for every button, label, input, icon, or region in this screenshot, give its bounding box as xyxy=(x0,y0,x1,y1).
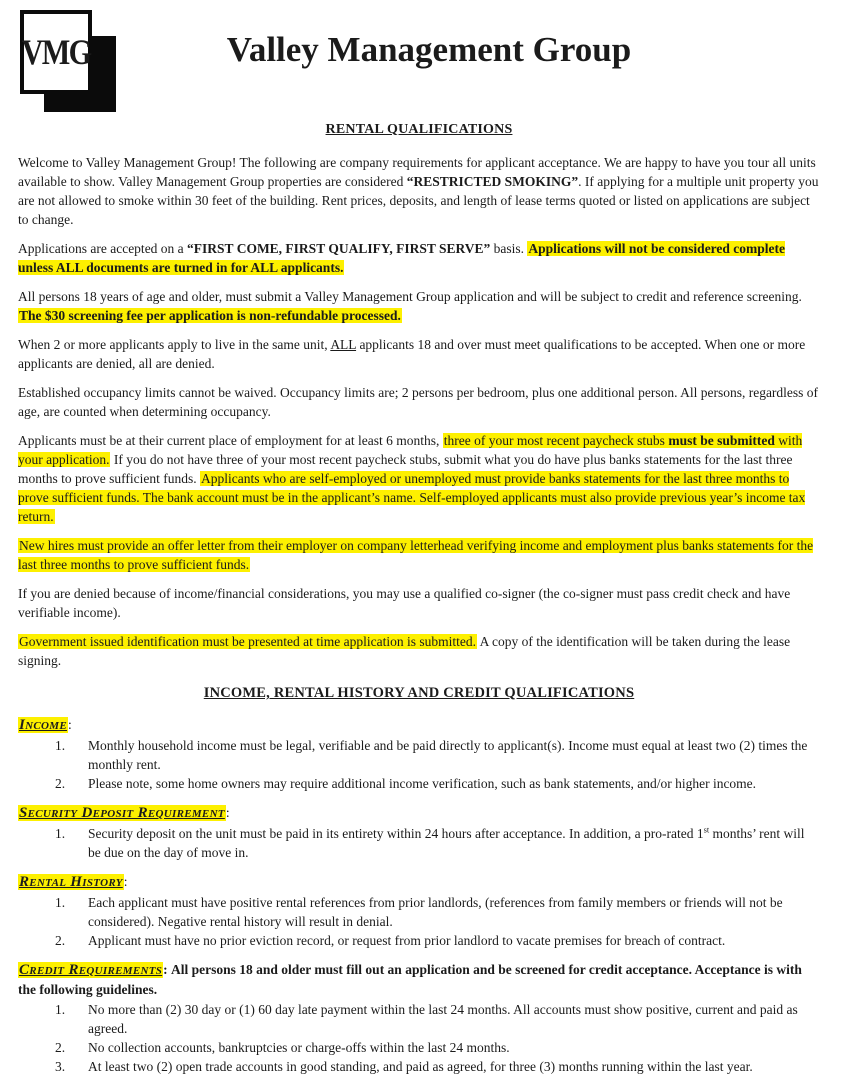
section-title: Income xyxy=(19,717,67,733)
text-run: applicants 18 and over must meet qualifications to be accepted. When one or more applicants are denied, all are denied. xyxy=(18,337,806,371)
list-text: Monthly household income must be legal, verifiable and be paid directly to applicant(s). Income must equal at least two (2) times the monthly rent. xyxy=(88,738,808,772)
highlighted-text xyxy=(18,634,477,649)
section-heading xyxy=(18,803,820,823)
section-colon: : xyxy=(123,874,128,889)
section-rental-history xyxy=(18,872,820,950)
list-text: Applicant must have no prior eviction record, or request from prior landlord to vacate premises for breach of contract. xyxy=(88,933,726,948)
text-run-bold: The $30 screening fee per application is non-refundable processed. xyxy=(19,308,401,323)
list-item xyxy=(55,824,820,862)
text-run-bold: Applications will not be considered complete unless ALL documents are turned in for ALL applicants. xyxy=(18,241,786,275)
section-colon: : xyxy=(163,962,168,977)
document-title: RENTAL QUALIFICATIONS xyxy=(325,122,513,137)
list-text: No collection accounts, bankruptcies or charge-offs within the last 24 months. xyxy=(88,1040,510,1055)
text-run: Government issued identification must be presented at time application is submitted. xyxy=(19,634,477,649)
list-item xyxy=(55,1000,820,1038)
paragraph-qualify xyxy=(18,335,820,373)
letterhead xyxy=(18,8,820,114)
paragraph-identification xyxy=(18,632,820,670)
highlighted-text xyxy=(18,308,402,323)
security-deposit-list xyxy=(18,824,820,862)
text-run: three of your most recent paycheck stubs xyxy=(443,433,669,448)
list-text: No more than (2) 30 day or (1) 60 day late payment within the last 24 months. All accounts must show positive, current and paid as agreed. xyxy=(88,1002,798,1036)
section-title: Credit Requirements xyxy=(19,962,163,978)
company-title: Valley Management Group xyxy=(226,30,632,69)
paragraph-cosigner xyxy=(18,584,820,622)
credit-list xyxy=(18,1000,820,1076)
section-income xyxy=(18,715,820,793)
text-run: If you do not have three of your most recent paycheck stubs, submit what you do have plus banks statements for the last three months to prove sufficient funds. xyxy=(18,452,793,486)
text-run: months’ rent will be due on the day of move in. xyxy=(88,826,805,860)
list-text: At least two (2) open trade accounts in good standing, and paid as agreed, for three (3) months running within the last year. xyxy=(88,1059,753,1074)
section-heading xyxy=(18,960,820,999)
list-item xyxy=(55,774,820,793)
section-colon: : xyxy=(67,717,72,732)
text-run: When 2 or more applicants apply to live in the same unit, xyxy=(18,337,331,352)
list-number: 3. xyxy=(55,1059,66,1074)
logo-text: VMG xyxy=(21,31,91,72)
vmg-logo xyxy=(20,10,122,114)
ordinal-superscript: st xyxy=(703,825,710,835)
text-run: Applicants who are self-employed or unemployed must provide banks statements for the last three months to prove sufficient funds. The bank account must be in the applicant’s name. Self-employed applicants must also provide previous year’s income tax return. xyxy=(18,471,806,524)
text-run: Welcome to Valley Management Group! The following are company requirements for applicant acceptance. We are happy to have you tour all units available to show. Valley Management Group properties are considered xyxy=(18,155,816,189)
section-colon: : xyxy=(225,805,230,820)
text-run: New hires must provide an offer letter from their employer on company letterhead verifying income and employment plus banks statements for the last three months to prove sufficient funds. xyxy=(18,538,814,572)
text-run-bold: must be submitted xyxy=(668,433,775,448)
list-item xyxy=(55,736,820,774)
list-item xyxy=(55,1057,820,1076)
paragraph-occupancy xyxy=(18,383,820,421)
text-run-bold: “RESTRICTED SMOKING” xyxy=(406,174,579,189)
text-run-underline: ALL xyxy=(330,337,357,352)
paragraph-screening xyxy=(18,287,820,325)
list-text xyxy=(88,824,820,862)
paragraph-applications xyxy=(18,239,820,277)
text-run: If you are denied because of income/financial considerations, you may use a qualified co-signer (the co-signer must pass credit check and have verifiable income). xyxy=(18,586,791,620)
rental-history-list xyxy=(18,893,820,950)
list-item xyxy=(55,893,820,931)
list-number: 2. xyxy=(55,776,66,791)
logo-front-card xyxy=(20,10,92,94)
paragraph-welcome xyxy=(18,153,820,229)
section-group-heading: INCOME, RENTAL HISTORY AND CREDIT QUALIFICATIONS xyxy=(203,685,635,701)
section-security-deposit xyxy=(18,803,820,862)
paragraph-new-hires xyxy=(18,536,820,574)
list-number: 2. xyxy=(55,933,66,948)
list-number: 1. xyxy=(55,895,66,910)
list-text: Each applicant must have positive rental references from prior landlords, (references from family members or friends will not be considered). Negative rental history will result in denial. xyxy=(88,895,783,929)
list-number: 1. xyxy=(55,826,66,841)
list-text: Please note, some home owners may require additional income verification, such as bank statements, and/or higher income. xyxy=(88,776,757,791)
highlighted-text xyxy=(18,538,813,572)
list-number: 1. xyxy=(55,738,66,753)
income-list xyxy=(18,736,820,793)
section-title: Rental History xyxy=(19,874,123,890)
text-run: A copy of the identification will be taken during the lease signing. xyxy=(18,634,791,668)
list-number: 1. xyxy=(55,1002,66,1017)
text-run: with your application. xyxy=(18,433,803,467)
section-credit xyxy=(18,960,820,1076)
text-run: basis. xyxy=(490,241,528,256)
text-run: Security deposit on the unit must be paid in its entirety within 24 hours after acceptance. In addition, a pro-rated 1 xyxy=(88,826,704,841)
section-heading xyxy=(18,715,820,735)
text-run-bold: “FIRST COME, FIRST QUALIFY, FIRST SERVE” xyxy=(187,241,491,256)
list-item xyxy=(55,931,820,950)
section-title: Security Deposit Requirement xyxy=(19,805,225,821)
text-run: . If applying for a multiple unit property you are not allowed to smoke within 30 feet of the building. Rent prices, deposits, and length of lease terms quoted or listed on applications are subject to change. xyxy=(18,174,819,227)
list-item xyxy=(55,1038,820,1057)
text-run: Established occupancy limits cannot be waived. Occupancy limits are; 2 persons per bedroom, plus one additional person. All persons, regardless of age, are counted when determining occupancy. xyxy=(18,385,819,419)
paragraph-employment xyxy=(18,431,820,526)
text-run: All persons 18 years of age and older, must submit a Valley Management Group application and will be subject to credit and reference screening. xyxy=(18,289,802,304)
text-run: Applicants must be at their current place of employment for at least 6 months, xyxy=(18,433,443,448)
text-run: Applications are accepted on a xyxy=(18,241,188,256)
list-number: 2. xyxy=(55,1040,66,1055)
text-run-bold: All persons 18 and older must fill out an application and be screened for credit acceptance. Acceptance is with the following guidelines. xyxy=(18,962,802,997)
section-heading xyxy=(18,872,820,892)
